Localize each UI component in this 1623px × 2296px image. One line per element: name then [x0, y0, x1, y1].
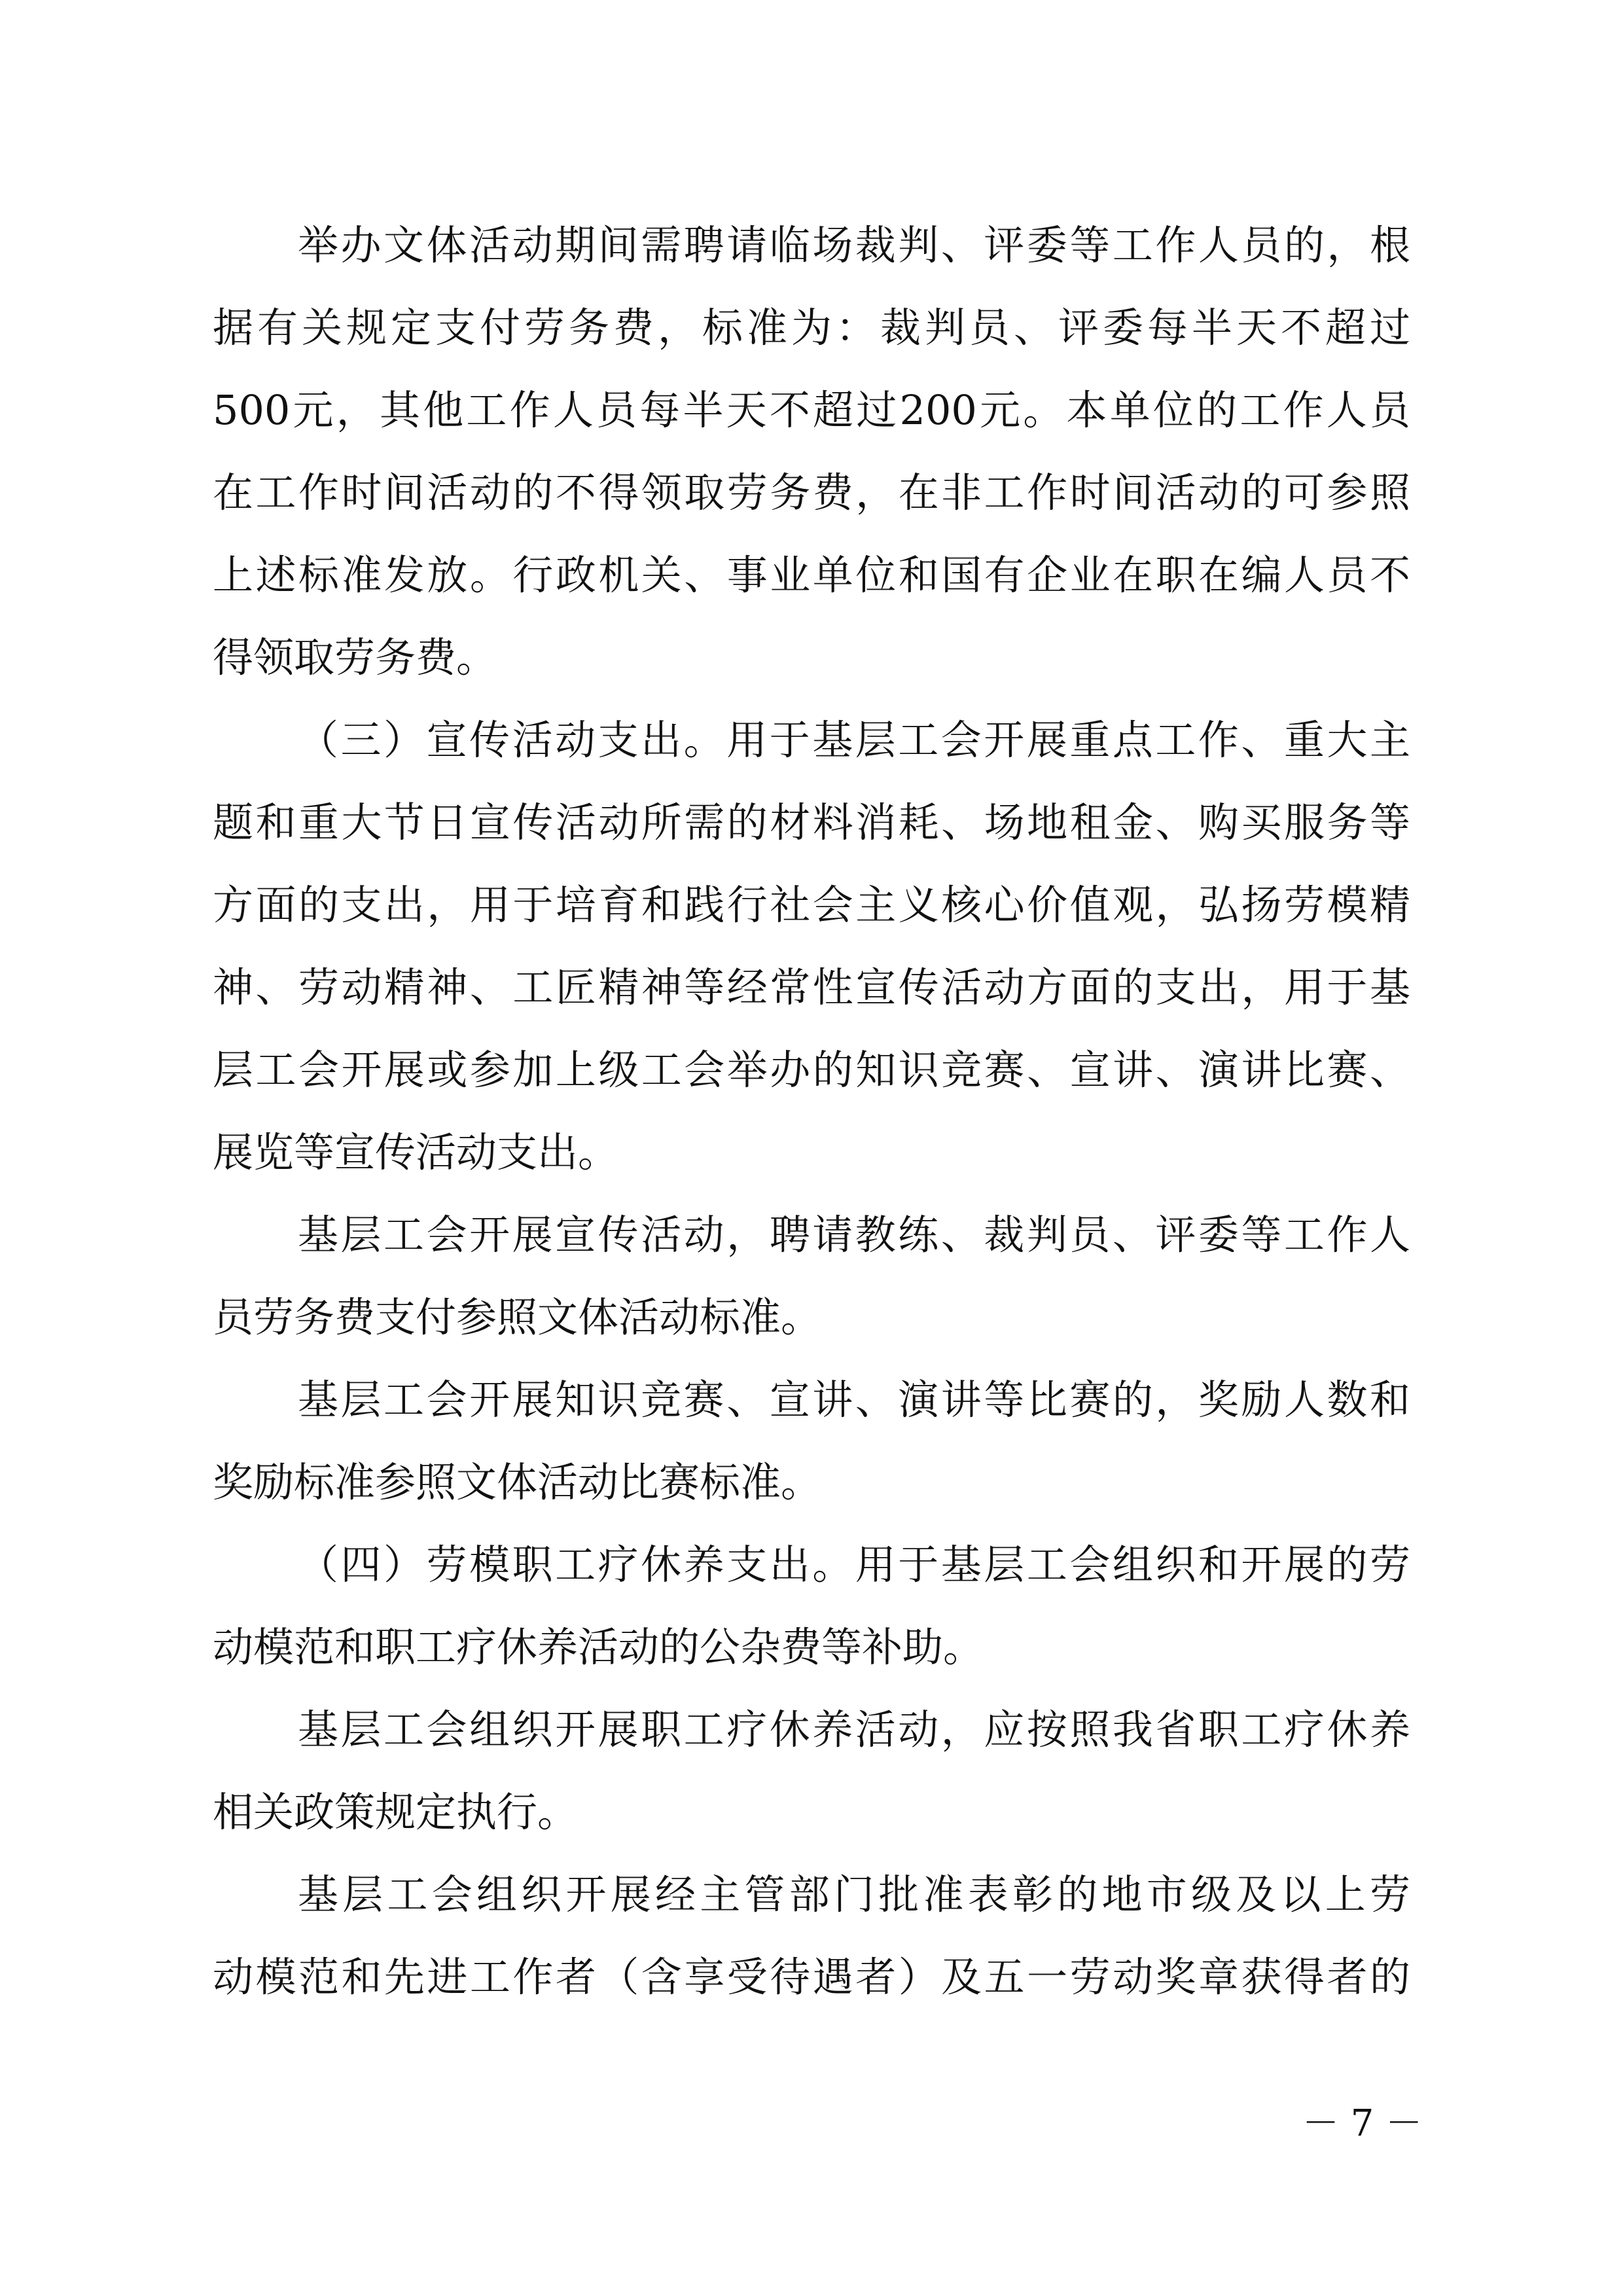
paragraph-line: 题和重大节日宣传活动所需的材料消耗、场地租金、购买服务等 — [213, 798, 1410, 846]
paragraph-line: 举办文体活动期间需聘请临场裁判、评委等工作人员的，根 — [298, 221, 1410, 269]
paragraph-line: 上述标准发放。行政机关、事业单位和国有企业在职在编人员不 — [213, 551, 1410, 599]
paragraph-line: 基层工会组织开展经主管部门批准表彰的地市级及以上劳 — [298, 1871, 1410, 1918]
paragraph-line: 据有关规定支付劳务费，标准为：裁判员、评委每半天不超过 — [213, 304, 1410, 351]
paragraph-line: （四）劳模职工疗休养支出。用于基层工会组织和开展的劳 — [298, 1541, 1410, 1588]
paragraph-line: 动模范和先进工作者（含享受待遇者）及五一劳动奖章获得者的 — [213, 1953, 1410, 2001]
paragraph-line: 基层工会开展宣传活动，聘请教练、裁判员、评委等工作人 — [298, 1211, 1410, 1259]
paragraph-line: 方面的支出，用于培育和践行社会主义核心价值观，弘扬劳模精 — [213, 881, 1410, 929]
paragraph-line: 神、劳动精神、工匠精神等经常性宣传活动方面的支出，用于基 — [213, 963, 1410, 1011]
paragraph-line: 展览等宣传活动支出。 — [213, 1128, 619, 1176]
paragraph-line: 层工会开展或参加上级工会举办的知识竞赛、宣讲、演讲比赛、 — [213, 1046, 1410, 1094]
paragraph-line: 得领取劳务费。 — [213, 634, 497, 681]
paragraph-line: 500元，其他工作人员每半天不超过200元。本单位的工作人员 — [213, 386, 1410, 434]
page-number: － 7 － — [1302, 2102, 1423, 2145]
paragraph-line: 员劳务费支付参照文体活动标准。 — [213, 1293, 822, 1341]
paragraph-line: 基层工会开展知识竞赛、宣讲、演讲等比赛的，奖励人数和 — [298, 1376, 1410, 1424]
paragraph-line: 动模范和职工疗休养活动的公杂费等补助。 — [213, 1623, 984, 1671]
paragraph-line: 在工作时间活动的不得领取劳务费，在非工作时间活动的可参照 — [213, 469, 1410, 516]
paragraph-line: 相关政策规定执行。 — [213, 1788, 579, 1836]
paragraph-line: 基层工会组织开展职工疗休养活动，应按照我省职工疗休养 — [298, 1706, 1410, 1753]
paragraph-line: 奖励标准参照文体活动比赛标准。 — [213, 1458, 822, 1506]
paragraph-line: （三）宣传活动支出。用于基层工会开展重点工作、重大主 — [298, 716, 1410, 764]
